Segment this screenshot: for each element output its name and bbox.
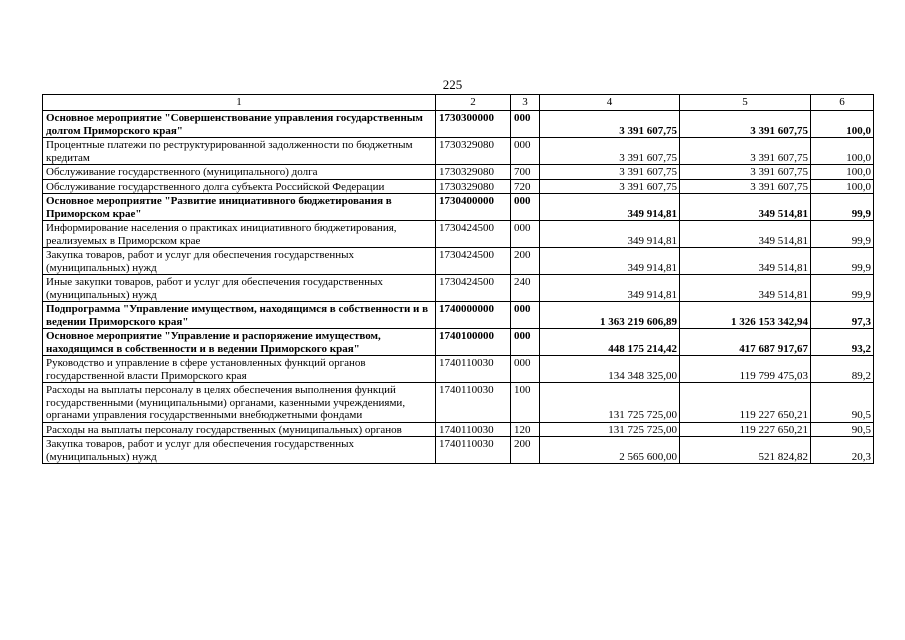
row-percent: 99,9 bbox=[811, 248, 874, 275]
row-expense-type: 000 bbox=[511, 356, 540, 383]
row-actual-amount: 119 227 650,21 bbox=[680, 383, 811, 423]
table-row bbox=[43, 221, 874, 248]
row-planned-amount: 448 175 214,42 bbox=[540, 329, 680, 356]
row-name: Иные закупки товаров, работ и услуг для обеспечения государственных (муниципальных) нужд bbox=[43, 275, 436, 302]
row-expense-type: 100 bbox=[511, 383, 540, 423]
row-percent: 99,9 bbox=[811, 275, 874, 302]
row-percent: 90,5 bbox=[811, 422, 874, 437]
row-code: 1730329080 bbox=[436, 165, 511, 180]
row-planned-amount: 349 914,81 bbox=[540, 275, 680, 302]
header-col-3: 3 bbox=[511, 95, 540, 111]
row-name: Основное мероприятие "Развитие инициативного бюджетирования в Приморском крае" bbox=[43, 194, 436, 221]
row-code: 1740100000 bbox=[436, 329, 511, 356]
table-row bbox=[43, 302, 874, 329]
row-planned-amount: 349 914,81 bbox=[540, 221, 680, 248]
row-planned-amount: 349 914,81 bbox=[540, 194, 680, 221]
row-percent: 89,2 bbox=[811, 356, 874, 383]
row-code: 1740110030 bbox=[436, 437, 511, 464]
row-name: Закупка товаров, работ и услуг для обеспечения государственных (муниципальных) нужд bbox=[43, 248, 436, 275]
row-expense-type: 200 bbox=[511, 437, 540, 464]
row-actual-amount: 3 391 607,75 bbox=[680, 111, 811, 138]
table-row bbox=[43, 422, 874, 437]
row-planned-amount: 134 348 325,00 bbox=[540, 356, 680, 383]
row-code: 1730329080 bbox=[436, 138, 511, 165]
row-actual-amount: 521 824,82 bbox=[680, 437, 811, 464]
row-planned-amount: 131 725 725,00 bbox=[540, 422, 680, 437]
row-code: 1730424500 bbox=[436, 221, 511, 248]
page-number: 225 bbox=[442, 77, 463, 92]
table-row bbox=[43, 179, 874, 194]
row-planned-amount: 2 565 600,00 bbox=[540, 437, 680, 464]
row-planned-amount: 1 363 219 606,89 bbox=[540, 302, 680, 329]
row-percent: 99,9 bbox=[811, 194, 874, 221]
row-expense-type: 200 bbox=[511, 248, 540, 275]
row-expense-type: 000 bbox=[511, 221, 540, 248]
row-name: Основное мероприятие "Совершенствование управления государственным долгом Приморского края" bbox=[43, 111, 436, 138]
row-actual-amount: 3 391 607,75 bbox=[680, 179, 811, 194]
row-actual-amount: 119 227 650,21 bbox=[680, 422, 811, 437]
row-expense-type: 120 bbox=[511, 422, 540, 437]
row-name: Обслуживание государственного (муниципального) долга bbox=[43, 165, 436, 180]
row-actual-amount: 417 687 917,67 bbox=[680, 329, 811, 356]
row-actual-amount: 3 391 607,75 bbox=[680, 165, 811, 180]
row-actual-amount: 3 391 607,75 bbox=[680, 138, 811, 165]
row-percent: 100,0 bbox=[811, 165, 874, 180]
row-planned-amount: 131 725 725,00 bbox=[540, 383, 680, 423]
row-code: 1740110030 bbox=[436, 356, 511, 383]
row-code: 1730329080 bbox=[436, 179, 511, 194]
row-planned-amount: 3 391 607,75 bbox=[540, 179, 680, 194]
table-row bbox=[43, 138, 874, 165]
table-row bbox=[43, 383, 874, 423]
row-name: Расходы на выплаты персоналу государственных (муниципальных) органов bbox=[43, 422, 436, 437]
row-percent: 93,2 bbox=[811, 329, 874, 356]
row-percent: 100,0 bbox=[811, 111, 874, 138]
row-expense-type: 000 bbox=[511, 302, 540, 329]
row-expense-type: 000 bbox=[511, 329, 540, 356]
header-col-5: 5 bbox=[680, 95, 811, 111]
row-planned-amount: 3 391 607,75 bbox=[540, 138, 680, 165]
header-col-2: 2 bbox=[436, 95, 511, 111]
row-name: Закупка товаров, работ и услуг для обеспечения государственных (муниципальных) нужд bbox=[43, 437, 436, 464]
table-row bbox=[43, 194, 874, 221]
row-name: Руководство и управление в сфере установленных функций органов государственной власти Приморского края bbox=[43, 356, 436, 383]
row-code: 1730300000 bbox=[436, 111, 511, 138]
row-actual-amount: 349 514,81 bbox=[680, 194, 811, 221]
row-name: Обслуживание государственного долга субъекта Российской Федерации bbox=[43, 179, 436, 194]
row-expense-type: 000 bbox=[511, 138, 540, 165]
row-expense-type: 700 bbox=[511, 165, 540, 180]
row-expense-type: 240 bbox=[511, 275, 540, 302]
row-actual-amount: 349 514,81 bbox=[680, 275, 811, 302]
row-expense-type: 000 bbox=[511, 111, 540, 138]
row-expense-type: 720 bbox=[511, 179, 540, 194]
table-row bbox=[43, 329, 874, 356]
row-name: Основное мероприятие "Управление и распоряжение имуществом, находящимся в собственности и в ведении Приморского края" bbox=[43, 329, 436, 356]
row-percent: 20,3 bbox=[811, 437, 874, 464]
row-planned-amount: 349 914,81 bbox=[540, 248, 680, 275]
header-col-6: 6 bbox=[811, 95, 874, 111]
row-name: Информирование населения о практиках инициативного бюджетирования, реализуемых в Приморском крае bbox=[43, 221, 436, 248]
table-row bbox=[43, 111, 874, 138]
row-name: Подпрограмма "Управление имуществом, находящимся в собственности и в ведении Приморского края" bbox=[43, 302, 436, 329]
row-actual-amount: 119 799 475,03 bbox=[680, 356, 811, 383]
header-col-1: 1 bbox=[43, 95, 436, 111]
row-code: 1730424500 bbox=[436, 248, 511, 275]
table-row bbox=[43, 248, 874, 275]
row-percent: 100,0 bbox=[811, 179, 874, 194]
row-expense-type: 000 bbox=[511, 194, 540, 221]
row-percent: 90,5 bbox=[811, 383, 874, 423]
row-name: Процентные платежи по реструктурированной задолженности по бюджетным кредитам bbox=[43, 138, 436, 165]
row-code: 1740000000 bbox=[436, 302, 511, 329]
row-code: 1730400000 bbox=[436, 194, 511, 221]
row-percent: 100,0 bbox=[811, 138, 874, 165]
table-row bbox=[43, 275, 874, 302]
row-code: 1740110030 bbox=[436, 383, 511, 423]
row-planned-amount: 3 391 607,75 bbox=[540, 165, 680, 180]
row-percent: 99,9 bbox=[811, 221, 874, 248]
row-actual-amount: 349 514,81 bbox=[680, 248, 811, 275]
row-planned-amount: 3 391 607,75 bbox=[540, 111, 680, 138]
budget-table bbox=[42, 94, 874, 464]
row-actual-amount: 349 514,81 bbox=[680, 221, 811, 248]
row-actual-amount: 1 326 153 342,94 bbox=[680, 302, 811, 329]
row-code: 1740110030 bbox=[436, 422, 511, 437]
table-row bbox=[43, 356, 874, 383]
table-row bbox=[43, 165, 874, 180]
header-row bbox=[43, 95, 874, 111]
row-name: Расходы на выплаты персоналу в целях обеспечения выполнения функций государственными (муниципальными) органами, казенными учреждениями, органами управления государственными внебюджетными фондами bbox=[43, 383, 436, 423]
row-percent: 97,3 bbox=[811, 302, 874, 329]
header-col-4: 4 bbox=[540, 95, 680, 111]
table-row bbox=[43, 437, 874, 464]
row-code: 1730424500 bbox=[436, 275, 511, 302]
